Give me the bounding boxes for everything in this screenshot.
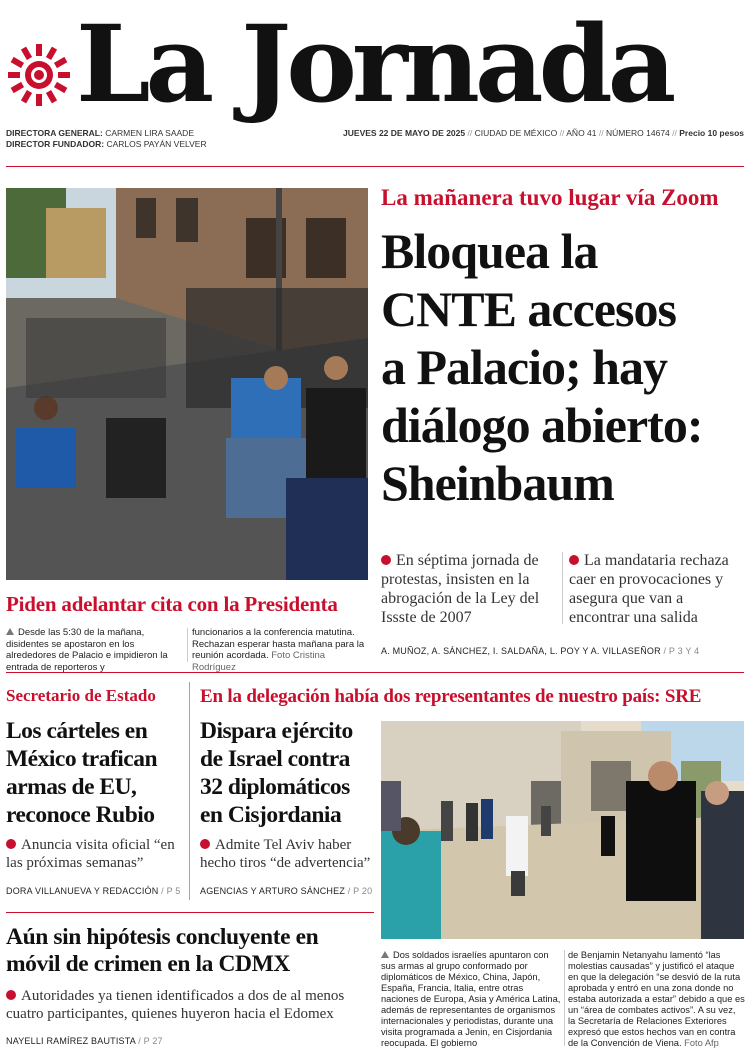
staff-box [6,128,207,150]
rubio-byline [6,886,181,896]
photo2-caption-text-1: Dos soldados israelíes apuntaron con sus armas al grupo conformado por diplomáticos de México, China, Japón, España, Francia, Italia, entre otras naciones de Europa, Asia y América Latina, además de representantes de organismos internacionales y periodistas, durante una visita programada a Jenin, en Cisjordania reocupada. El gobierno [381,950,561,1048]
bullet-icon [381,555,391,565]
israel-byline [200,886,372,896]
cdmx-headline[interactable]: Aún sin hipótesis concluyente en móvil de crimen en la CDMX [6,924,319,977]
bullet-icon [6,990,16,1000]
protest-photo[interactable] [6,188,368,580]
bullet-icon [569,555,579,565]
photo2-caption-col1 [381,950,561,1049]
lead-headline-line: Sheinbaum [381,455,614,511]
israel-page-ref: P 20 [353,886,373,896]
cdmx-point [6,988,372,1023]
photo1-caption-text-2: funcionarios a la conferencia matutina. Rechazan esperar hasta mañana para la reunión acordada. [192,627,365,661]
rubio-kicker[interactable]: Secretario de Estado [6,686,156,705]
fundador-label: DIRECTOR FUNDADOR: [6,139,105,149]
lead-byline-names: A. MUÑOZ, A. SÁNCHEZ, I. SALDAÑA, L. POY Y A. VILLASEÑOR [381,646,661,656]
caption-divider [187,628,188,662]
edition-number: NÚMERO 14674 [606,128,670,138]
photo1-caption-col1 [6,627,184,673]
section-rule [6,912,374,913]
rubio-point [6,836,184,872]
edition-info [343,128,744,138]
lead-page-ref: P 3 Y 4 [668,646,700,656]
masthead-title[interactable]: La Jornada [76,1,672,126]
israel-banner[interactable]: En la delegación había dos representantes de nuestro país: SRE [200,686,702,707]
israel-point [200,836,375,872]
point-divider [562,552,563,624]
rubio-headline[interactable]: Los cárteles en México trafican armas de EU, reconoce Rubio [6,718,158,828]
edition-city: CIUDAD DE MÉXICO [474,128,558,138]
bullet-icon [200,839,210,849]
separator: // [672,128,677,138]
lead-point-2 [569,551,745,627]
rubio-point-text: Anuncia visita oficial “en las próximas semanas” [6,837,175,871]
cdmx-byline-names: NAYELLI RAMÍREZ BAUTISTA [6,1036,136,1046]
israel-headline[interactable]: Dispara ejército de Israel contra 32 diplomáticos en Cisjordania [200,718,353,828]
separator: // [467,128,473,138]
caption-divider [564,950,565,1046]
directora-label: DIRECTORA GENERAL: [6,128,103,138]
lead-headline-line: CNTE accesos [381,281,676,337]
lead-point-2-text: La mandataria rechaza caer en provocaciones y asegura que van a encontrar una salida [569,552,729,626]
photo2-caption-text-2: de Benjamin Netanyahu lamentó “las molestias causadas” y justificó el ataque en que la delegación “se desvió de la ruta aprobada y entró en una zona donde no estaba autorizada a estar” debido a que es un “área de combates activos”. A su vez, la Secretaría de Relaciones Exteriores expresó que estos hechos van en contra de la Convención de Viena. [568,950,745,1048]
photo1-headline[interactable]: Piden adelantar cita con la Presidenta [6,592,338,616]
photo2-credit: Foto Afp [684,1038,719,1048]
edition-date: JUEVES 22 DE MAYO DE 2025 [343,128,466,138]
photo1-caption-text-1: Desde las 5:30 de la mañana, disidentes se apostaron en los alrededores de Palacio e impidieron la entrada de reporteros y [6,627,168,673]
cdmx-page: / P 27 [138,1036,163,1046]
diplomats-photo[interactable] [381,721,744,939]
lead-headline[interactable] [381,222,745,512]
lead-headline-line: diálogo abierto: [381,397,703,453]
lead-point-1-text: En séptima jornada de protestas, insisten en la abrogación de la Ley del Issste de 2007 [381,552,540,626]
photo2-caption-col2 [568,950,745,1049]
edition-price: Precio 10 pesos [679,128,744,138]
cdmx-point-text: Autoridades ya tienen identificados a dos de al menos cuatro participantes, quienes huyeron hacia el Edomex [6,988,345,1022]
lead-headline-line: a Palacio; hay [381,339,667,395]
lead-headline-line: Bloquea la [381,223,598,279]
israel-page: / P 20 [347,886,373,896]
lead-kicker[interactable]: La mañanera tuvo lugar vía Zoom [381,185,719,210]
lead-page: / P 3 Y 4 [663,646,700,656]
caption-pointer-icon [381,951,389,958]
edition-year: AÑO 41 [566,128,597,138]
separator: // [559,128,565,138]
cdmx-byline [6,1036,163,1046]
rubio-page: / P 5 [161,886,181,896]
separator: // [598,128,604,138]
caption-pointer-icon [6,628,14,635]
rubio-byline-names: DORA VILLANUEVA Y REDACCIÓN [6,886,159,896]
fundador-name: CARLOS PAYÁN VELVER [106,139,207,149]
bullet-icon [6,839,16,849]
directora-name: CARMEN LIRA SAADE [105,128,194,138]
israel-point-text: Admite Tel Aviv haber hecho tiros “de advertencia” [200,837,371,871]
lead-point-1 [381,551,557,627]
photo1-caption-col2 [192,627,368,673]
photo1-credit: Foto Cristina Rodríguez [192,650,326,673]
israel-byline-names: AGENCIAS Y ARTURO SÁNCHEZ [200,886,346,896]
masthead [0,0,750,165]
section-rule [6,672,744,673]
cdmx-page-ref: P 27 [143,1036,163,1046]
column-divider [189,682,190,900]
lead-byline [381,646,699,656]
sun-logo-icon [6,42,72,108]
rubio-page-ref: P 5 [166,886,181,896]
masthead-rule [6,166,744,167]
